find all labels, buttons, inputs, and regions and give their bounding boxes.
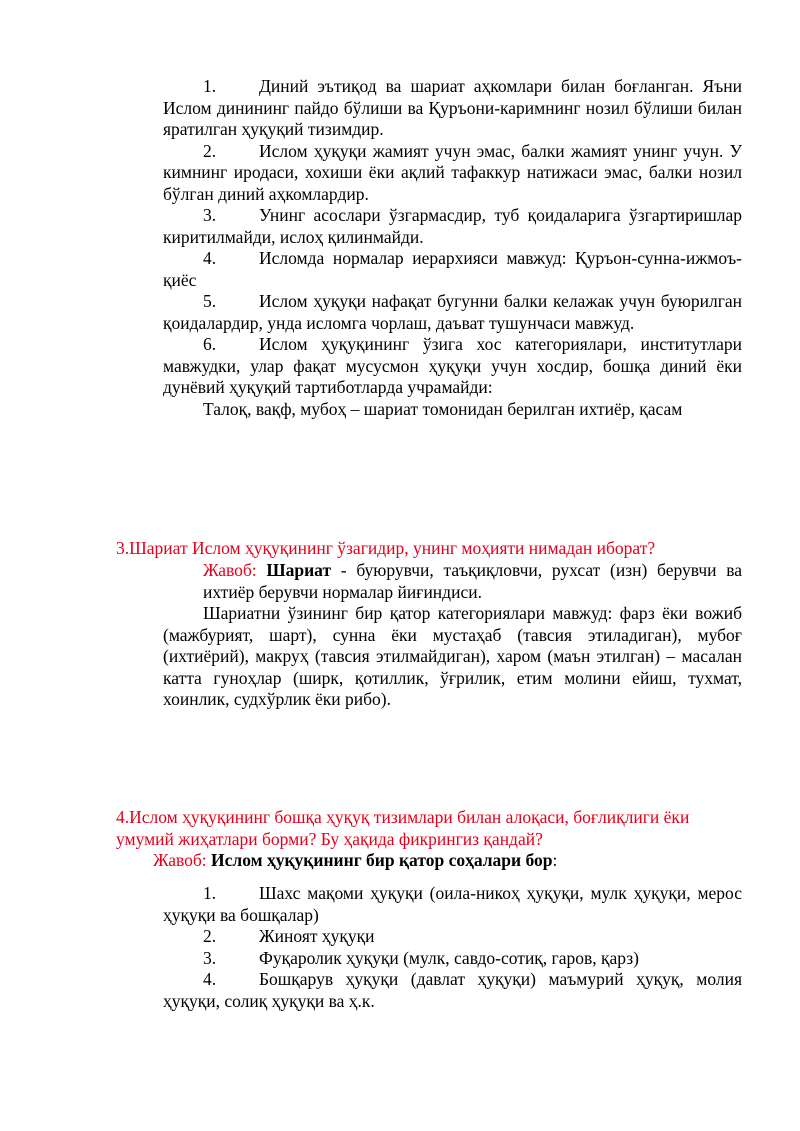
- list-number: 4.: [203, 248, 217, 268]
- answer-3-paragraph-block: [163, 603, 742, 711]
- list-number: 4.: [203, 969, 217, 989]
- list-text: Фуқаролик ҳуқуқи (мулк, савдо-сотиқ, гаров, қарз): [259, 947, 639, 968]
- list2: [163, 883, 742, 1012]
- list-item: [163, 291, 742, 334]
- list-item: [163, 969, 742, 1012]
- list-item: [163, 248, 742, 291]
- list-tail-paragraph: Талоқ, вақф, мубоҳ – шариат томонидан берилган ихтиёр, қасам: [203, 398, 683, 419]
- list-item: [163, 948, 742, 970]
- list-item: [163, 76, 742, 141]
- list-item: [163, 926, 742, 948]
- list-number: 1.: [203, 76, 217, 96]
- list-text: Бошқарув ҳуқуқи (давлат ҳуқуқи) маъмурий ҳуқуқ, молия ҳуқуқи, солиқ ҳуқуқи ва ҳ.к.: [163, 969, 742, 1011]
- list-number: 2.: [203, 140, 217, 161]
- question-3: 3.Шариат Ислом ҳуқуқининг ўзагидир, унинг моҳияти нимадан иборат?: [116, 538, 656, 558]
- list-number: 5.: [203, 291, 217, 311]
- answer-4: [153, 850, 742, 872]
- list-text: Шахс мақоми ҳуқуқи (оила-никоҳ ҳуқуқи, мулк ҳуқуқи, мерос ҳуқуқи ва бошқалар): [163, 883, 742, 925]
- question-4: 4.Ислом ҳуқуқининг бошқа ҳуқуқ тизимлари билан алоқаси, боғлиқлиги ёки умумий жиҳатлари борми? Бу ҳақида фикрингиз қандай?: [116, 807, 690, 849]
- list-text: Ислом ҳуқуқининг ўзига хос категориялари, институтлари мавжудки, улар фақат мусусмон ҳуқуқи учун хосдир, бошқа диний ёки дунёвий ҳуқуқий тартиботларда учрамайди:: [163, 334, 742, 397]
- answer-3-paragraph: Шариатни ўзининг бир қатор категориялари мавжуд: фарз ёки вожиб (мажбурият, шарт), сунна ёки мустаҳаб (тавсия этиладиган), мубоғ (ихтиёрий), макруҳ (тавсия этилмайдиган), харом (маън этилган) – масалан катта гуноҳлар (ширк, қотиллик, ўғрилик, етим молини ейиш, тухмат, хоинлик, судхўрлик ёки рибо).: [163, 603, 742, 709]
- list-number: 6.: [203, 334, 217, 354]
- list-text: Унинг асослари ўзгармасдир, туб қоидаларига ўзгартиришлар киритилмайди, ислоҳ қилинмайди.: [163, 205, 742, 247]
- list-item: [163, 205, 742, 248]
- list-text: Диний эътиқод ва шариат аҳкомлари билан боғланган. Яъни Ислом динининг пайдо бўлиши ва Қуръони-каримнинг нозил бўлиши билан яратилган ҳуқуқий тизимдир.: [163, 76, 742, 139]
- list-number: 3.: [203, 947, 217, 968]
- list-item: [163, 334, 742, 399]
- list-number: 2.: [203, 926, 217, 946]
- answer-3: [203, 560, 742, 603]
- list-text: Ислом ҳуқуқи нафақат бугунни балки келажак учун буюрилган қоидалардир, унда исломга чорлаш, даъват тушунчаси мавжуд.: [163, 291, 742, 333]
- answer-label: Жавоб:: [203, 560, 257, 580]
- list-item: [163, 883, 742, 926]
- list-text: Жиноят ҳуқуқи: [259, 926, 375, 946]
- list-text: Ислом ҳуқуқи жамият учун эмас, балки жамият унинг учун. У кимнинг иродаси, хохиши ёки ақлий тафаккур натижаси эмас, балки нозил бўлган диний аҳкомлардир.: [163, 140, 742, 204]
- list-number: 3.: [203, 205, 217, 225]
- list-number: 1.: [203, 883, 217, 903]
- list-text: Исломда нормалар иерархияси мавжуд: Қуръон-сунна-ижмоъ-қиёс: [163, 248, 742, 290]
- answer-term: Шариат: [266, 560, 332, 580]
- answer-colon: :: [552, 850, 558, 870]
- answer-bold: Ислом ҳуқуқининг бир қатор соҳалари бор: [211, 850, 553, 870]
- list1: [163, 76, 742, 420]
- answer-3-line: [203, 560, 742, 603]
- answer-label: Жавоб:: [153, 850, 207, 870]
- list-item: [163, 141, 742, 206]
- answer-text: - буюрувчи, таъқиқловчи, рухсат (изн) берувчи ва ихтиёр берувчи нормалар йиғиндиси.: [203, 560, 743, 602]
